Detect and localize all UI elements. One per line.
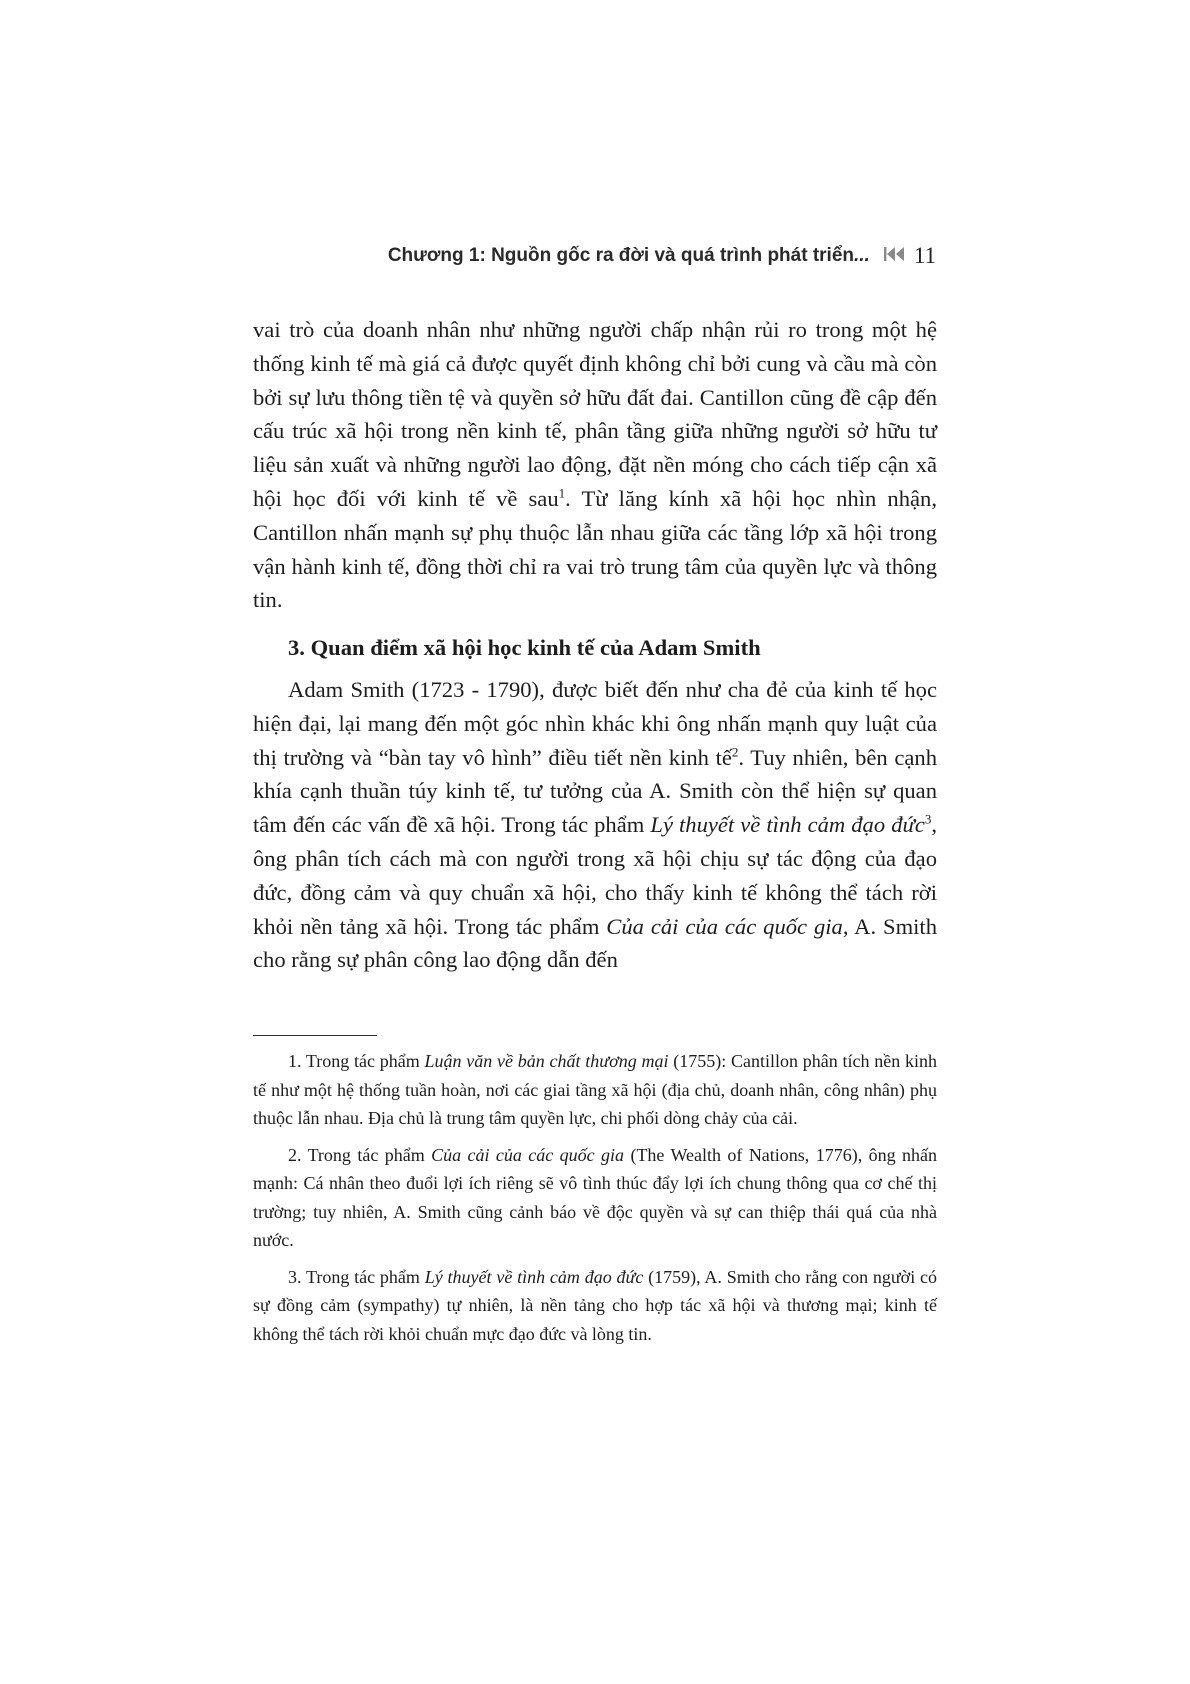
footnotes bbox=[253, 1047, 937, 1356]
footnote-text: (The Wealth of Nations, 1776), ông nhấn mạnh: Cá nhân theo đuổi lợi ích riêng sẽ vô tình thúc đẩy lợi ích chung thông qua cơ chế thị trường; tuy nhiên, A. Smith cũng cảnh báo về độc quyền và sự can thiệp thái quá của nhà nước. bbox=[253, 1144, 937, 1250]
paragraph-text: Adam Smith (1723 - 1790), được biết đến như cha đẻ của kinh tế học hiện đại, lại mang đến một góc nhìn khác khi ông nhấn mạnh quy luật của thị trường và “bàn tay vô hình” điều tiết nền kinh tế bbox=[253, 676, 937, 770]
footnote-title: Luận văn về bản chất thương mại bbox=[424, 1051, 669, 1071]
paragraph-continuation bbox=[253, 313, 937, 617]
paragraph bbox=[253, 673, 937, 977]
skip-back-icon bbox=[884, 246, 906, 267]
footnote-text: (1755): Cantillon phân tích nền kinh tế như một hệ thống tuần hoàn, nơi các giai tầng xã hội (địa chủ, doanh nhân, công nhân) phụ thuộc lẫn nhau. Địa chủ là trung tâm quyền lực, chi phối dòng chảy của cải. bbox=[253, 1051, 937, 1128]
running-title bbox=[388, 245, 870, 267]
page-number: 11 bbox=[913, 243, 936, 268]
footnote-title: Lý thuyết về tình cảm đạo đức bbox=[424, 1266, 644, 1287]
running-title-text: Chương 1: Nguồn gốc ra đời và quá trình phát triển bbox=[387, 245, 854, 266]
footnote bbox=[253, 1263, 937, 1349]
footnote-text: 1. Trong tác phẩm bbox=[288, 1051, 425, 1071]
footnote-ref: 3 bbox=[924, 811, 932, 827]
book-title: Của cải của các quốc gia bbox=[606, 913, 843, 939]
footnote-title: Của cải của các quốc gia bbox=[431, 1144, 625, 1165]
footnote bbox=[253, 1047, 937, 1133]
book-title: Lý thuyết về tình cảm đạo đức bbox=[650, 812, 925, 838]
page-header bbox=[250, 243, 936, 269]
footnote-ref: 1 bbox=[558, 485, 566, 501]
footnote-text: 2. Trong tác phẩm bbox=[288, 1144, 432, 1165]
paragraph-text: , A. Smith cho rằng sự phân công lao động dẫn đến bbox=[253, 913, 938, 973]
footnote-text: 3. Trong tác phẩm bbox=[288, 1266, 425, 1287]
main-text bbox=[253, 313, 937, 977]
running-title-ellipsis: ... bbox=[854, 245, 870, 266]
paragraph-text: . Tuy nhiên, bên cạnh khía cạnh thuần túy kinh tế, tư tưởng của A. Smith còn thể hiện sự quan tâm đến các vấn đề xã hội. Trong tác phẩm bbox=[253, 744, 937, 838]
footnote-ref: 2 bbox=[731, 744, 739, 760]
footnote bbox=[253, 1141, 937, 1255]
footnote-text: (1759), A. Smith cho rằng con người có sự đồng cảm (sympathy) tự nhiên, là nền tảng cho hợp tác xã hội và thương mại; kinh tế không thể tách rời khỏi chuẩn mực đạo đức và lòng tin. bbox=[253, 1266, 937, 1344]
paragraph-text: . Từ lăng kính xã hội học nhìn nhận, Cantillon nhấn mạnh sự phụ thuộc lẫn nhau giữa các tầng lớp xã hội trong vận hành kinh tế, đồng thời chỉ ra vai trò trung tâm của quyền lực và thông tin. bbox=[253, 485, 937, 613]
section-heading: 3. Quan điểm xã hội học kinh tế của Adam Smith bbox=[288, 635, 761, 661]
paragraph-text: vai trò của doanh nhân như những người chấp nhận rủi ro trong một hệ thống kinh tế mà giá cả được quyết định không chỉ bởi cung và cầu mà còn bởi sự lưu thông tiền tệ và quyền sở hữu đất đai. Cantillon cũng đề cập đến cấu trúc xã hội trong nền kinh tế, phân tầng giữa những người sở hữu tư liệu sản xuất và những người lao động, đặt nền móng cho cách tiếp cận xã hội học đối với kinh tế về sau bbox=[253, 317, 937, 511]
paragraph-text: , ông phân tích cách mà con người trong xã hội chịu sự tác động của đạo đức, đồng cảm và quy chuẩn xã hội, cho thấy kinh tế không thể tách rời khỏi nền tảng xã hội. Trong tác phẩm bbox=[253, 812, 938, 939]
footnote-divider bbox=[253, 1035, 377, 1036]
